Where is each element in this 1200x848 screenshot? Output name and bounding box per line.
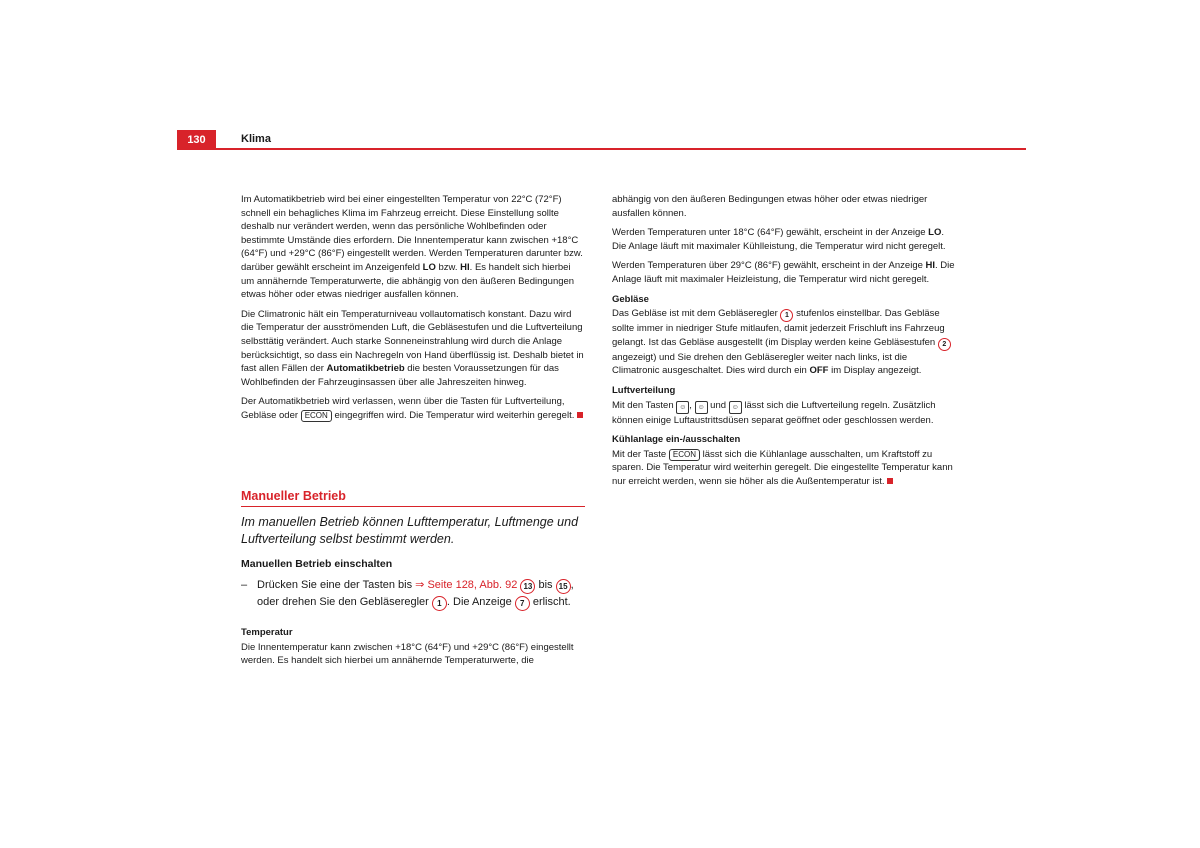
chapter-title: Klima — [241, 133, 271, 145]
air-distribution-icon: ☺ — [676, 401, 689, 414]
paragraph-climatronic: Die Climatronic hält ein Temperaturniveau vollautomatisch konstant. Dazu wird die Temperatur der ausströmenden Luft, die Gebläsestufen und die Luftverteilung selbsttätig verändert. Auch starke Sonneneinstrahlung wird durch die Anlage berücksichtigt, so dass ein Nachregeln von Hand überflüssig ist. Deshalb bietet in fast allen Fällen der Automatikbetrieb die besten Voraussetzungen für das Wohlbefinden der Fahrzeuginsassen über alle Jahreszeiten hinweg. — [241, 308, 584, 388]
paragraph-geblaese: Das Gebläse ist mit dem Gebläseregler 1 stufenlos einstellbar. Das Gebläse sollte immer in niedriger Stufe mitlaufen, damit jederzeit Frischluft ins Fahrzeug gelangt. Ist das Gebläse ausgestellt (im Display werden keine Gebläsestufen 2 angezeigt) und Sie drehen den Gebläseregler weiter nach links, ist die Climatronic ausgeschaltet. Dies wird durch ein OFF im Display angezeigt. — [612, 307, 957, 378]
geblaese-heading: Gebläse — [612, 293, 649, 305]
step-dash: – — [241, 579, 248, 591]
header-divider — [177, 148, 1026, 150]
right-column — [612, 193, 957, 495]
paragraph-automatic-exit: Der Automatikbetrieb wird verlassen, wenn über die Tasten für Luftverteilung, Gebläse oder ECON eingegriffen wird. Die Temperatur wird weiterhin geregelt. — [241, 395, 585, 422]
page-reference-link[interactable]: ⇒ Seite 128, Abb. 92 — [415, 579, 518, 591]
air-distribution-icon: ☺ — [729, 401, 742, 414]
econ-key: ECON — [669, 449, 700, 461]
paragraph-hi: Werden Temperaturen über 29°C (86°F) gewählt, erscheint in der Anzeige HI. Die Anlage läuft mit maximaler Heizleistung, die Temperatur wird nicht geregelt. — [612, 260, 955, 285]
left-column — [241, 193, 585, 429]
econ-key: ECON — [301, 410, 332, 422]
air-distribution-icon: ☺ — [695, 401, 708, 414]
procedure-heading: Manuellen Betrieb einschalten — [241, 558, 393, 570]
callout-1: 1 — [432, 596, 447, 611]
paragraph-kuehlanlage: Mit der Taste ECON lässt sich die Kühlanlage ausschalten, um Kraftstoff zu sparen. Die Temperatur wird weiterhin geregelt. Die eingestellte Temperatur kann nur erreicht werden, wenn sie höher als die Außentemperatur ist. — [612, 448, 953, 487]
callout-15: 15 — [556, 579, 571, 594]
callout-1: 1 — [780, 309, 793, 322]
procedure-step: – Drücken Sie eine der Tasten bis ⇒ Seite 128, Abb. 92 13 bis 15 , oder drehen Sie den Gebläseregler 1 . Die Anzeige 7 erlischt. — [241, 577, 585, 611]
section-intro: Im manuellen Betrieb können Lufttemperatur, Luftmenge und Luftverteilung selbst bestimmt werden. — [241, 515, 579, 546]
temperature-heading: Temperatur — [241, 627, 293, 638]
section-title: Manueller Betrieb — [241, 489, 585, 507]
kuehlanlage-heading: Kühlanlage ein-/ausschalten — [612, 434, 741, 446]
paragraph-lo: Werden Temperaturen unter 18°C (64°F) gewählt, erscheint in der Anzeige LO. Die Anlage läuft mit maximaler Kühlleistung, die Temperatur wird nicht geregelt. — [612, 227, 946, 252]
end-of-section-mark — [577, 412, 583, 418]
luftverteilung-heading: Luftverteilung — [612, 384, 676, 396]
callout-2: 2 — [938, 338, 951, 351]
temperature-text: Die Innentemperatur kann zwischen +18°C (64°F) und +29°C (86°F) eingestellt werden. Es handelt sich hierbei um annähernde Temperaturwerte, die — [241, 641, 574, 667]
page-number: 130 — [177, 130, 216, 150]
callout-13: 13 — [520, 579, 535, 594]
paragraph-automatic-mode: Im Automatikbetrieb wird bei einer eingestellten Temperatur von 22°C (72°F) schnell ein behagliches Klima im Fahrzeug erreicht. Diese Einstellung sollte deshalb nur verändert werden, wenn das persönliche Wohlbefinden oder bestimmte Umstände dies erfordern. Die Innentemperatur kann zwischen +18°C (64°F) und +29°C (86°F) eingestellt werden. Werden Temperaturen darunter bzw. darüber gewählt erscheint im Anzeigenfeld LO bzw. HI. Es handelt sich hierbei um annähernde Temperaturwerte, die abhängig von den äußeren Bedingungen etwas höher oder etwas niedriger ausfallen können. — [241, 194, 583, 301]
paragraph-luftverteilung: Mit den Tasten ☺ , ☺ und ☺ lässt sich die Luftverteilung regeln. Zusätzlich können einige Luftaustrittsdüsen separat geöffnet oder geschlossen werden. — [612, 399, 936, 426]
callout-7: 7 — [515, 596, 530, 611]
end-of-section-mark — [887, 478, 893, 484]
paragraph-continuation: abhängig von den äußeren Bedingungen etwas höher oder etwas niedriger ausfallen können. — [612, 194, 928, 219]
temperature-block — [241, 626, 585, 668]
